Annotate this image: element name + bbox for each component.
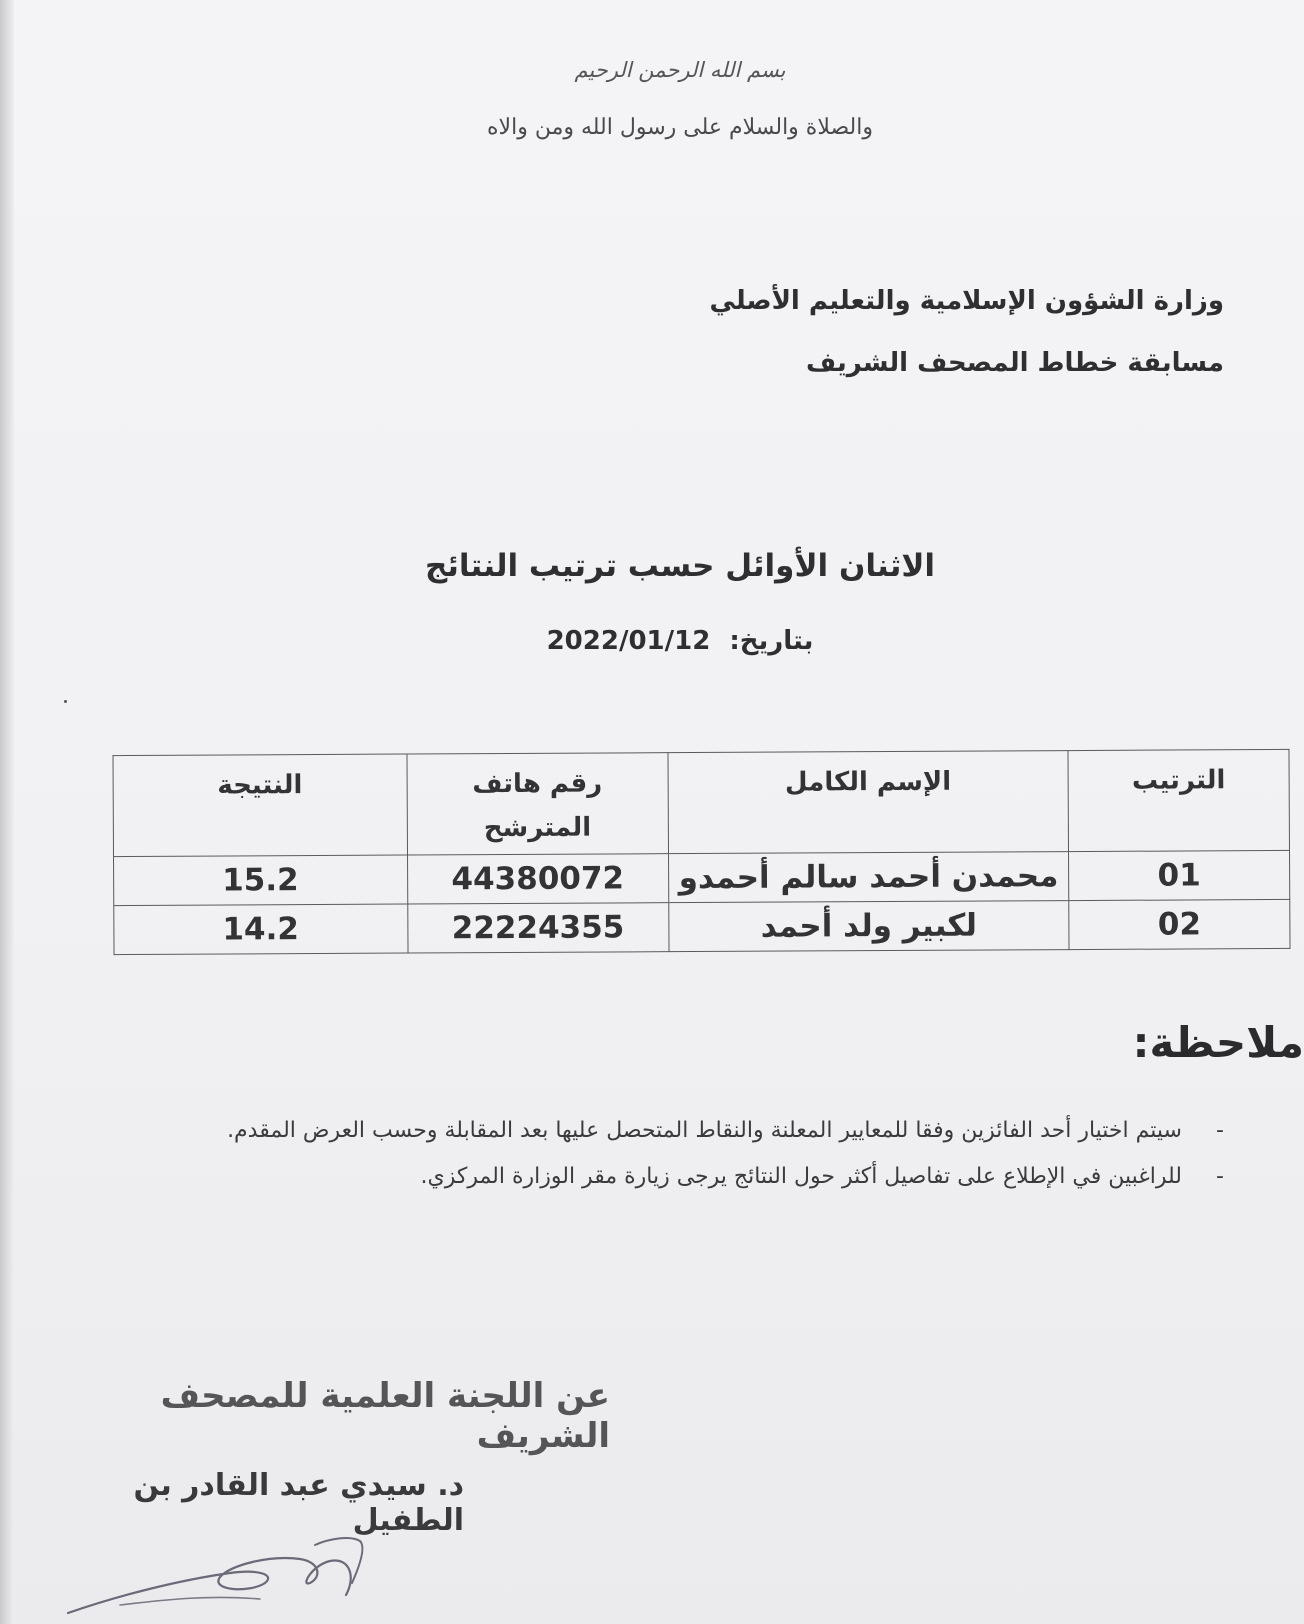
note-bullet: -	[1216, 1118, 1224, 1143]
ministry-name: وزارة الشؤون الإسلامية والتعليم الأصلي	[709, 286, 1224, 316]
signer-name: د. سيدي عبد القادر بن الطفيل	[133, 1468, 464, 1538]
note-item	[104, 1154, 1224, 1200]
note-item	[104, 1108, 1224, 1154]
cell-rank: 02	[1069, 899, 1290, 949]
cell-rank: 01	[1069, 850, 1290, 900]
cell-name: محمدن أحمد سالم أحمدو	[668, 852, 1069, 903]
date-label: بتاريخ:	[729, 626, 814, 656]
cell-phone: 44380072	[407, 854, 668, 904]
header-phone	[406, 753, 668, 855]
document-title: الاثنان الأوائل حسب ترتيب النتائج	[424, 548, 936, 584]
results-table	[112, 749, 1290, 955]
header-rank: الترتيب	[1068, 749, 1289, 851]
page-edge-shadow	[0, 0, 14, 1624]
header-phone-line1: رقم هاتف	[472, 768, 603, 800]
note-text: سيتم اختيار أحد الفائزين وفقا للمعايير المعلنة والنقاط المتحصل عليها بعد المقابلة وحسب العرض المقدم.	[227, 1118, 1182, 1143]
table-row	[114, 899, 1290, 954]
cell-result: 14.2	[114, 904, 408, 955]
stray-mark	[64, 700, 67, 703]
table-header-row	[113, 749, 1290, 856]
handwritten-signature	[60, 1525, 380, 1620]
competition-name: مسابقة خطاط المصحف الشريف	[805, 348, 1224, 378]
cell-name: لكبير ولد أحمد	[668, 901, 1069, 952]
header-result: النتيجة	[113, 754, 407, 857]
header-phone-line2: المترشح	[483, 812, 592, 844]
document-date	[480, 626, 880, 656]
notes-list	[104, 1108, 1224, 1200]
basmala: بسم الله الرحمن الرحيم	[574, 58, 786, 82]
cell-phone: 22224355	[407, 903, 668, 953]
header-full-name: الإسم الكامل	[668, 751, 1069, 854]
note-heading: ملاحظة:	[1132, 1018, 1304, 1067]
cell-result: 15.2	[114, 855, 408, 906]
note-bullet: -	[1216, 1164, 1224, 1189]
salat-line: والصلاة والسلام على رسول الله ومن والاه	[487, 115, 873, 140]
signoff-committee: عن اللجنة العلمية للمصحف الشريف	[160, 1376, 610, 1456]
table-row	[114, 850, 1290, 905]
note-text: للراغبين في الإطلاع على تفاصيل أكثر حول النتائج يرجى زيارة مقر الوزارة المركزي.	[420, 1164, 1182, 1189]
date-value: 2022/01/12	[546, 626, 711, 656]
